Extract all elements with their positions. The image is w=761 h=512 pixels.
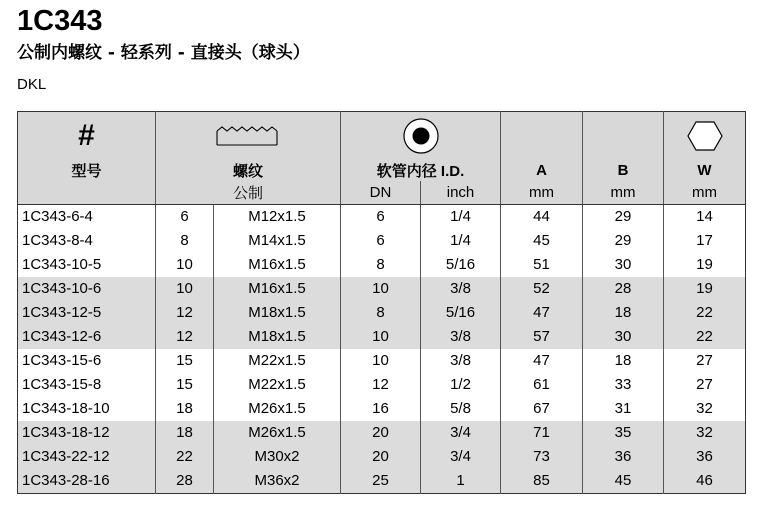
cell-model: 1C343-12-5 bbox=[18, 301, 156, 325]
thread-header: 螺纹 bbox=[156, 160, 341, 181]
cell-w: 19 bbox=[664, 277, 746, 301]
cell-inch: 3/8 bbox=[421, 349, 501, 373]
cell-dn: 8 bbox=[341, 301, 421, 325]
cell-model: 1C343-10-5 bbox=[22, 256, 102, 273]
cell-w: 36 bbox=[664, 445, 746, 469]
b-unit: mm bbox=[583, 181, 664, 205]
cell-thread: M26x1.5 bbox=[214, 421, 341, 445]
cell-size: 18 bbox=[156, 421, 214, 445]
cell-size: 10 bbox=[156, 253, 214, 277]
cell-thread: M30x2 bbox=[214, 445, 341, 469]
cell-size: 28 bbox=[156, 469, 214, 494]
cell-thread: M16x1.5 bbox=[214, 277, 341, 301]
cell-thread: M18x1.5 bbox=[214, 325, 341, 349]
cell-a: 71 bbox=[501, 421, 583, 445]
cell-b: 18 bbox=[583, 301, 664, 325]
cell-size: 10 bbox=[156, 277, 214, 301]
product-title: 1C343 bbox=[17, 5, 103, 37]
cell-w: 22 bbox=[664, 301, 746, 325]
cell-size: 15 bbox=[156, 349, 214, 373]
cell-b: 28 bbox=[583, 277, 664, 301]
cell-thread: M26x1.5 bbox=[214, 397, 341, 421]
cell-inch: 5/8 bbox=[421, 397, 501, 421]
product-code: DKL bbox=[17, 76, 47, 93]
cell-a: 45 bbox=[501, 229, 583, 253]
model-header: 型号 bbox=[18, 160, 156, 181]
cell-dn: 20 bbox=[341, 445, 421, 469]
cell-inch: 1/4 bbox=[421, 229, 501, 253]
b-header: B bbox=[583, 160, 664, 181]
cell-inch: 1 bbox=[421, 469, 501, 494]
table-body bbox=[18, 205, 746, 494]
cell-inch: 3/4 bbox=[421, 421, 501, 445]
thread-header-icon-cell bbox=[156, 112, 341, 161]
cell-inch: 5/16 bbox=[421, 253, 501, 277]
cell-w: 32 bbox=[664, 397, 746, 421]
table-row bbox=[18, 253, 746, 277]
table-row bbox=[18, 301, 746, 325]
cell-b: 36 bbox=[583, 445, 664, 469]
cell-model: 1C343-22-12 bbox=[18, 445, 156, 469]
cell-inch: 1/4 bbox=[421, 205, 501, 230]
cell-b: 29 bbox=[583, 205, 664, 230]
cell-size: 6 bbox=[156, 205, 214, 230]
cell-size: 12 bbox=[156, 325, 214, 349]
cell-b: 18 bbox=[583, 349, 664, 373]
cell-dn: 6 bbox=[341, 229, 421, 253]
cell-dn: 25 bbox=[341, 469, 421, 494]
cell-dn: 10 bbox=[341, 325, 421, 349]
product-subtitle: 公制内螺纹 - 轻系列 - 直接头（球头） bbox=[17, 43, 310, 63]
cell-model: 1C343-6-4 bbox=[22, 208, 93, 225]
cell-size: 18 bbox=[156, 397, 214, 421]
cell-a: 52 bbox=[501, 277, 583, 301]
cell-inch: 1/2 bbox=[421, 373, 501, 397]
cell-w: 19 bbox=[664, 253, 746, 277]
cell-w: 27 bbox=[664, 349, 746, 373]
cell-thread: M36x2 bbox=[214, 469, 341, 494]
dn-header: DN bbox=[341, 181, 421, 205]
cell-w: 22 bbox=[664, 325, 746, 349]
cell-inch: 3/4 bbox=[421, 445, 501, 469]
cell-dn: 16 bbox=[341, 397, 421, 421]
cell-model: 1C343-12-6 bbox=[18, 325, 156, 349]
cell-a: 44 bbox=[501, 205, 583, 230]
cell-dn: 10 bbox=[341, 349, 421, 373]
thread-icon bbox=[213, 125, 283, 147]
cell-thread: M18x1.5 bbox=[214, 301, 341, 325]
cell-a: 73 bbox=[501, 445, 583, 469]
cell-b: 30 bbox=[583, 325, 664, 349]
cell-w: 46 bbox=[664, 469, 746, 494]
cell-model: 1C343-15-6 bbox=[22, 352, 102, 369]
table-row bbox=[18, 445, 746, 469]
cell-b: 29 bbox=[583, 229, 664, 253]
cell-a: 61 bbox=[501, 373, 583, 397]
hose-header-icon-cell bbox=[341, 112, 501, 161]
cell-thread: M14x1.5 bbox=[214, 229, 341, 253]
cell-b: 33 bbox=[583, 373, 664, 397]
table-row bbox=[18, 469, 746, 494]
cell-b: 45 bbox=[583, 469, 664, 494]
table-row bbox=[18, 421, 746, 445]
cell-a: 47 bbox=[501, 301, 583, 325]
cell-model: 1C343-18-12 bbox=[18, 421, 156, 445]
thread-subheader: 公制 bbox=[156, 181, 341, 205]
hexagon-icon bbox=[687, 120, 723, 152]
cell-size: 12 bbox=[156, 301, 214, 325]
cell-model: 1C343-10-6 bbox=[18, 277, 156, 301]
a-unit: mm bbox=[501, 181, 583, 205]
cell-dn: 12 bbox=[341, 373, 421, 397]
cell-dn: 20 bbox=[341, 421, 421, 445]
a-header-icon-cell bbox=[501, 112, 583, 161]
w-header-icon-cell bbox=[664, 112, 746, 161]
cell-a: 67 bbox=[501, 397, 583, 421]
spec-table bbox=[17, 111, 746, 494]
cell-size: 8 bbox=[156, 229, 214, 253]
inch-header: inch bbox=[421, 181, 501, 205]
cell-dn: 6 bbox=[341, 205, 421, 230]
table-row bbox=[18, 205, 746, 230]
cell-model: 1C343-18-10 bbox=[22, 400, 110, 417]
cell-thread: M22x1.5 bbox=[214, 373, 341, 397]
cell-a: 57 bbox=[501, 325, 583, 349]
b-header-icon-cell bbox=[583, 112, 664, 161]
cell-w: 17 bbox=[664, 229, 746, 253]
cell-model: 1C343-28-16 bbox=[18, 469, 156, 494]
cell-inch: 5/16 bbox=[421, 301, 501, 325]
cell-w: 32 bbox=[664, 421, 746, 445]
cell-a: 47 bbox=[501, 349, 583, 373]
cell-w: 14 bbox=[664, 205, 746, 230]
cell-inch: 3/8 bbox=[421, 277, 501, 301]
model-subheader bbox=[18, 181, 156, 205]
table-row bbox=[18, 349, 746, 373]
table-row bbox=[18, 277, 746, 301]
hose-bore-icon bbox=[402, 117, 440, 155]
w-unit: mm bbox=[664, 181, 746, 205]
table-row bbox=[18, 325, 746, 349]
a-header: A bbox=[501, 160, 583, 181]
table-row bbox=[18, 373, 746, 397]
cell-size: 22 bbox=[156, 445, 214, 469]
cell-thread: M16x1.5 bbox=[214, 253, 341, 277]
table-row bbox=[18, 397, 746, 421]
hose-id-header: 软管内径 I.D. bbox=[341, 160, 501, 181]
cell-size: 15 bbox=[156, 373, 214, 397]
model-header-icon-cell bbox=[18, 112, 156, 161]
cell-thread: M12x1.5 bbox=[214, 205, 341, 230]
cell-model: 1C343-15-8 bbox=[22, 376, 102, 393]
table-row bbox=[18, 229, 746, 253]
cell-model: 1C343-8-4 bbox=[22, 232, 93, 249]
cell-w: 27 bbox=[664, 373, 746, 397]
hash-icon: # bbox=[78, 119, 95, 152]
cell-inch: 3/8 bbox=[421, 325, 501, 349]
cell-b: 30 bbox=[583, 253, 664, 277]
cell-a: 51 bbox=[501, 253, 583, 277]
cell-dn: 10 bbox=[341, 277, 421, 301]
cell-thread: M22x1.5 bbox=[214, 349, 341, 373]
w-header: W bbox=[664, 160, 746, 181]
cell-a: 85 bbox=[501, 469, 583, 494]
cell-dn: 8 bbox=[341, 253, 421, 277]
cell-b: 35 bbox=[583, 421, 664, 445]
cell-b: 31 bbox=[583, 397, 664, 421]
table-header bbox=[18, 112, 746, 205]
